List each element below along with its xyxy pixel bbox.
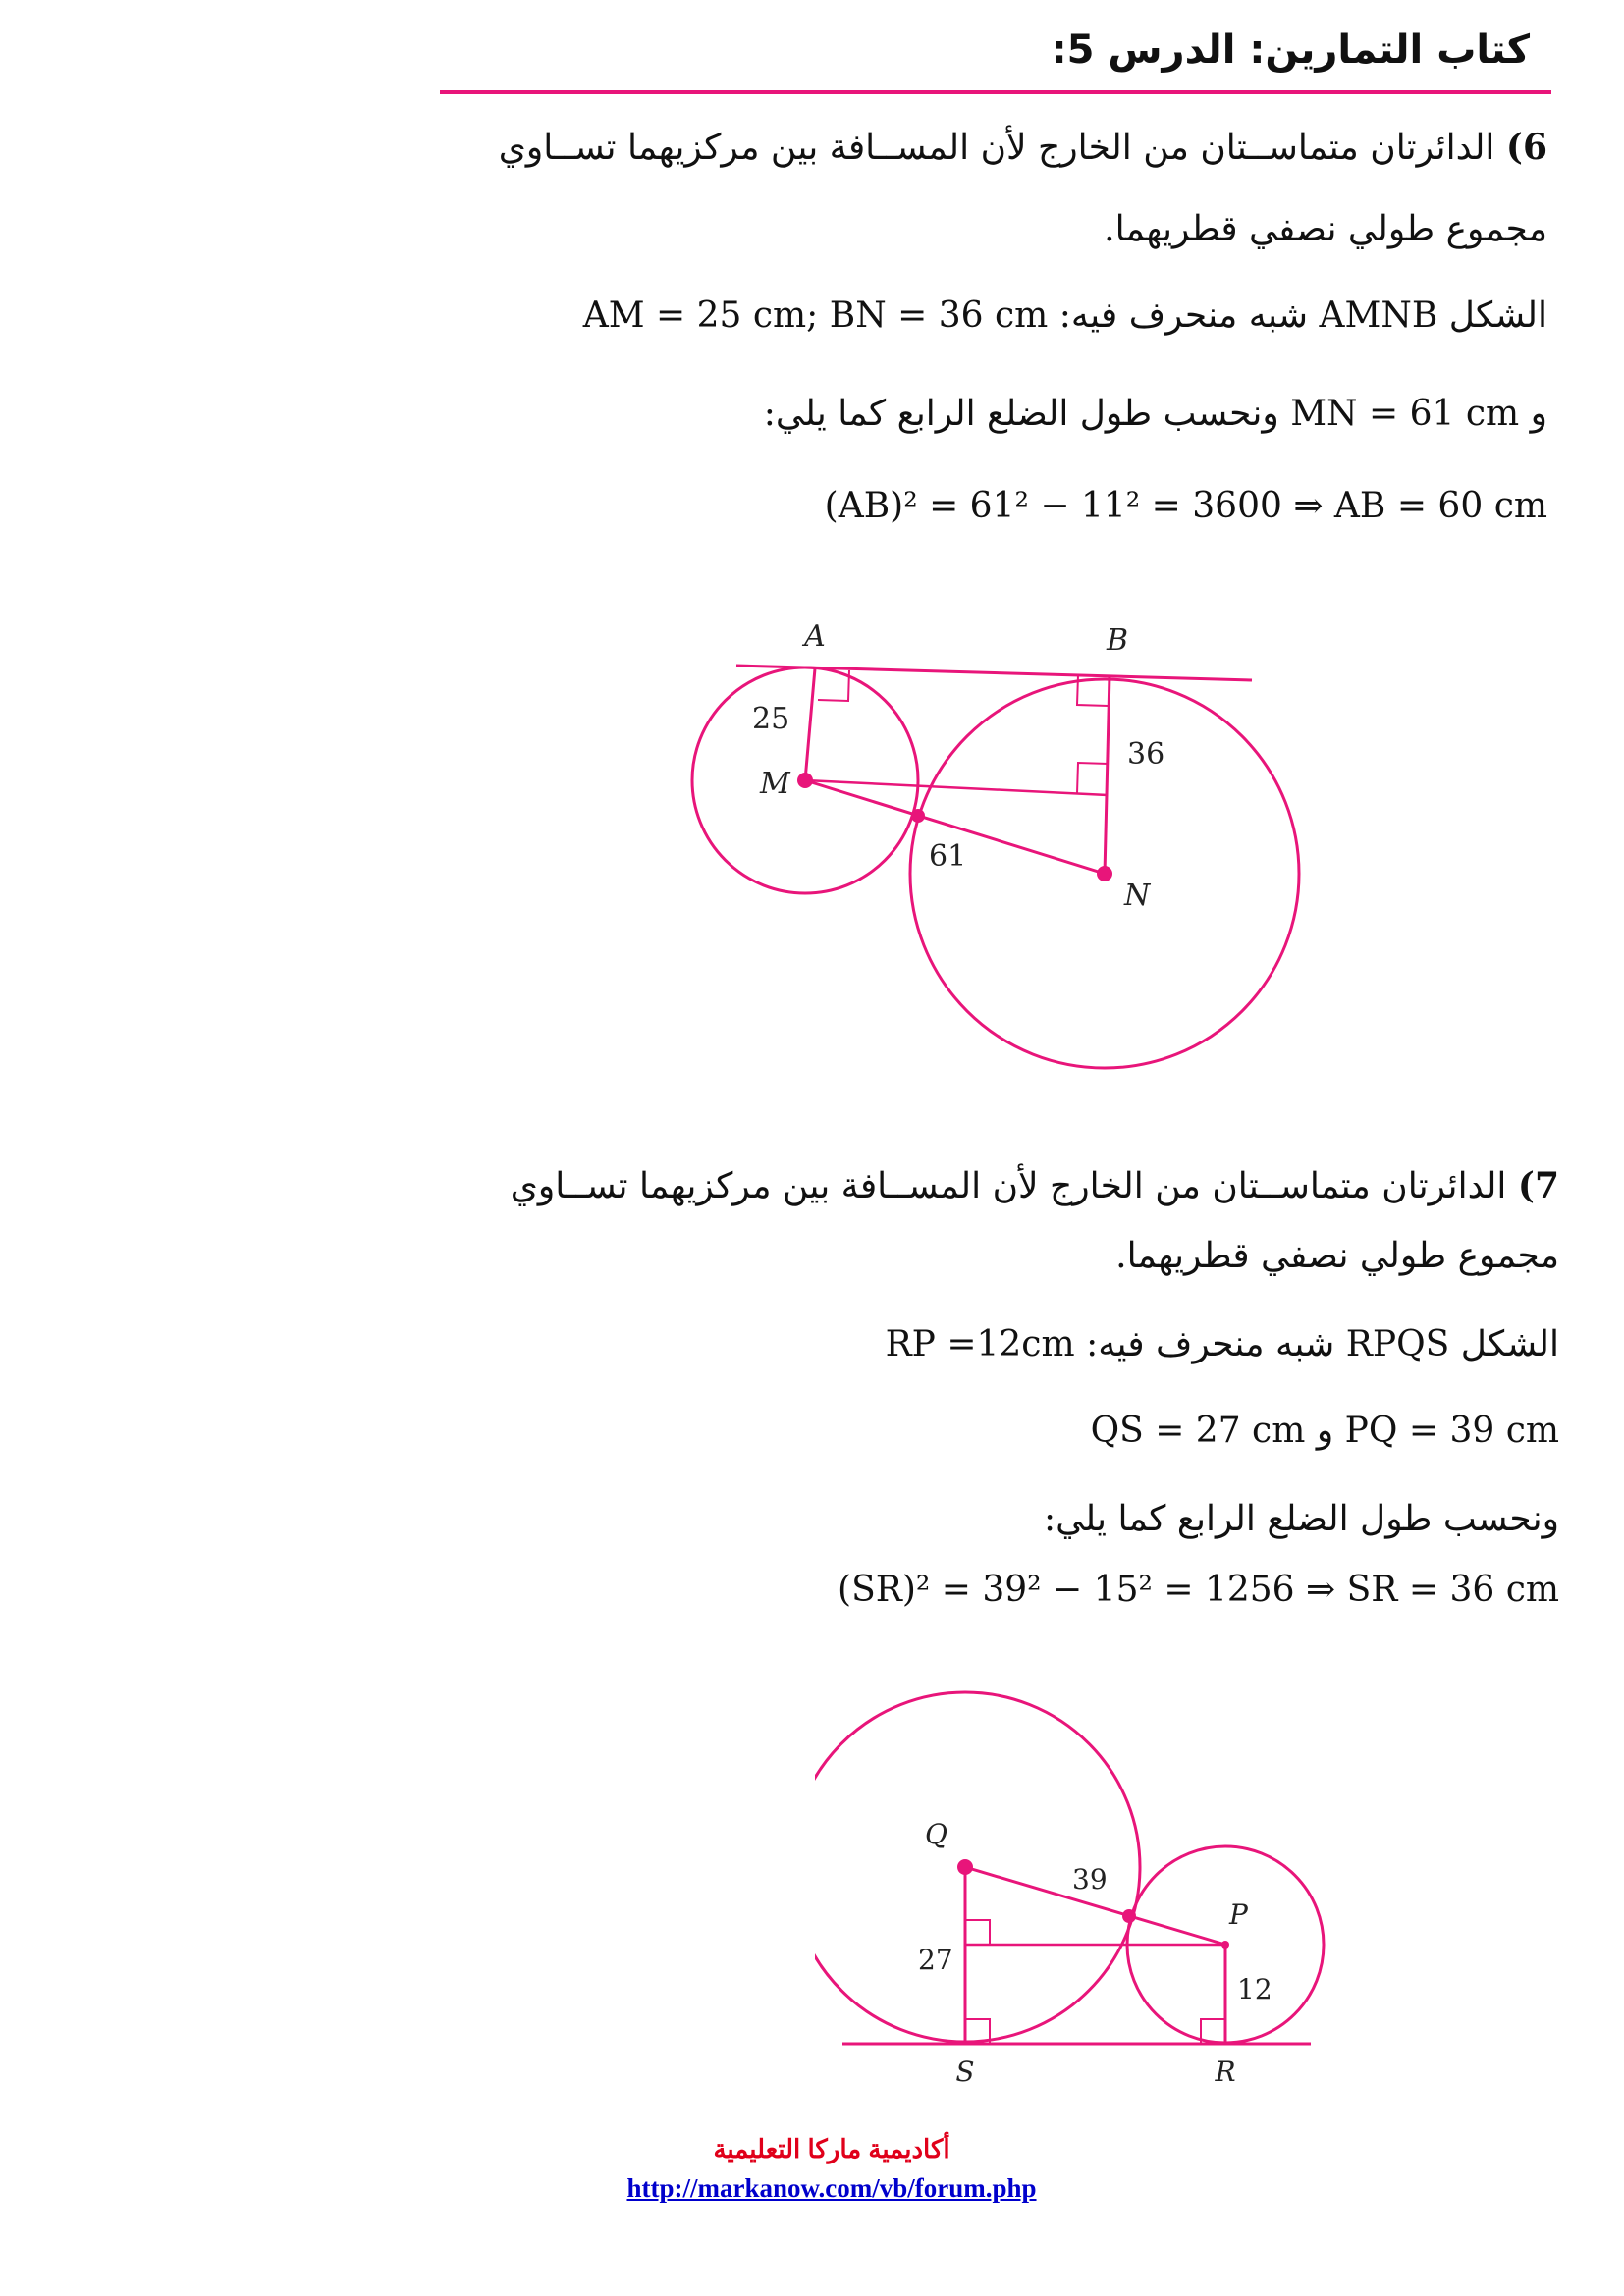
label-q: Q: [925, 1818, 947, 1850]
exercise-7-trapezoid-text: الشكل RPQS شبه منحرف فيه:: [1086, 1324, 1559, 1364]
exercise-6-trapezoid-text: الشكل AMNB شبه منحرف فيه:: [1058, 295, 1547, 336]
point-m: [797, 773, 813, 788]
exercise-7-line-2: مجموع طولي نصفي قطريهما.: [1115, 1236, 1559, 1276]
exercise-7-line-5: ونحسب طول الضلع الرابع كما يلي:: [1043, 1499, 1559, 1539]
page-title: كتاب التمارين: الدرس 5:: [1051, 27, 1530, 73]
exercise-7-figure: [815, 1688, 1345, 2101]
label-n: N: [1124, 879, 1151, 913]
exercise-6-compute-text: ونحسب طول الضلع الرابع كما يلي:: [763, 394, 1279, 434]
length-am: 25: [752, 702, 790, 736]
exercise-7-rp-length: RP =12cm: [885, 1324, 1075, 1364]
exercise-7-and: و: [1316, 1411, 1334, 1451]
exercise-6-equation-text: (AB)² = 61² − 11² = 3600 ⇒ AB = 60 cm: [824, 486, 1547, 526]
label-m: M: [760, 767, 790, 801]
label-r: R: [1215, 2056, 1236, 2088]
exercise-6-line-1: [499, 126, 1547, 170]
label-a: A: [804, 619, 826, 654]
exercise-7-qs-length: QS = 27 cm: [1090, 1411, 1306, 1451]
exercise-6-line-2: مجموع طولي نصفي قطريهما.: [1104, 209, 1547, 249]
right-angle-h7: [965, 1920, 990, 1945]
header-divider: [440, 90, 1551, 94]
exercise-6-line-3: [583, 294, 1547, 338]
exercise-7-line-4: [1091, 1410, 1559, 1453]
parallel-line-m: [805, 780, 1108, 795]
exercise-7-pq-length: PQ = 39 cm: [1344, 1411, 1559, 1451]
length-mn: 61: [929, 839, 967, 874]
length-qp: 39: [1072, 1863, 1108, 1896]
label-s: S: [955, 2056, 975, 2088]
tangency-point-6: [911, 809, 925, 823]
exercise-6-mn-length: MN = 61 cm: [1290, 394, 1520, 434]
footer-academy-name: أكاديمية ماركا التعليمية: [713, 2134, 950, 2163]
tangency-point-7: [1122, 1909, 1136, 1923]
point-p: [1221, 1941, 1229, 1949]
point-q: [957, 1859, 973, 1875]
exercise-6-number: 6): [1505, 127, 1547, 168]
exercise-7-statement: الدائرتان متماســتان من الخارج لأن المســافة بين مركزيهما تســاوي: [510, 1166, 1507, 1206]
exercise-7-line-3: [886, 1323, 1559, 1366]
exercise-6-equation: [825, 485, 1547, 528]
exercise-6-and: و: [1530, 394, 1547, 434]
length-pr: 12: [1237, 1973, 1272, 2005]
length-qs: 27: [918, 1944, 953, 1976]
exercise-6-figure: [677, 609, 1316, 1070]
point-n: [1097, 866, 1112, 881]
footer-forum-link[interactable]: http://markanow.com/vb/forum.php: [626, 2173, 1037, 2203]
segment-am: [805, 668, 815, 780]
label-b: B: [1106, 623, 1129, 658]
label-p: P: [1229, 1898, 1248, 1931]
exercise-6-line-4: [764, 393, 1547, 436]
exercise-7-number: 7): [1517, 1165, 1559, 1206]
exercise-7-equation: [838, 1569, 1559, 1612]
exercise-6-statement: الدائرتان متماســتان من الخارج لأن المســافة بين مركزيهما تســاوي: [498, 128, 1495, 168]
right-angle-h: [1077, 763, 1109, 793]
exercise-7-equation-text: (SR)² = 39² − 15² = 1256 ⇒ SR = 36 cm: [838, 1570, 1559, 1610]
exercise-6-lengths: AM = 25 cm; BN = 36 cm: [582, 295, 1049, 336]
length-bn: 36: [1127, 737, 1165, 772]
exercise-7-line-1: [511, 1164, 1559, 1208]
